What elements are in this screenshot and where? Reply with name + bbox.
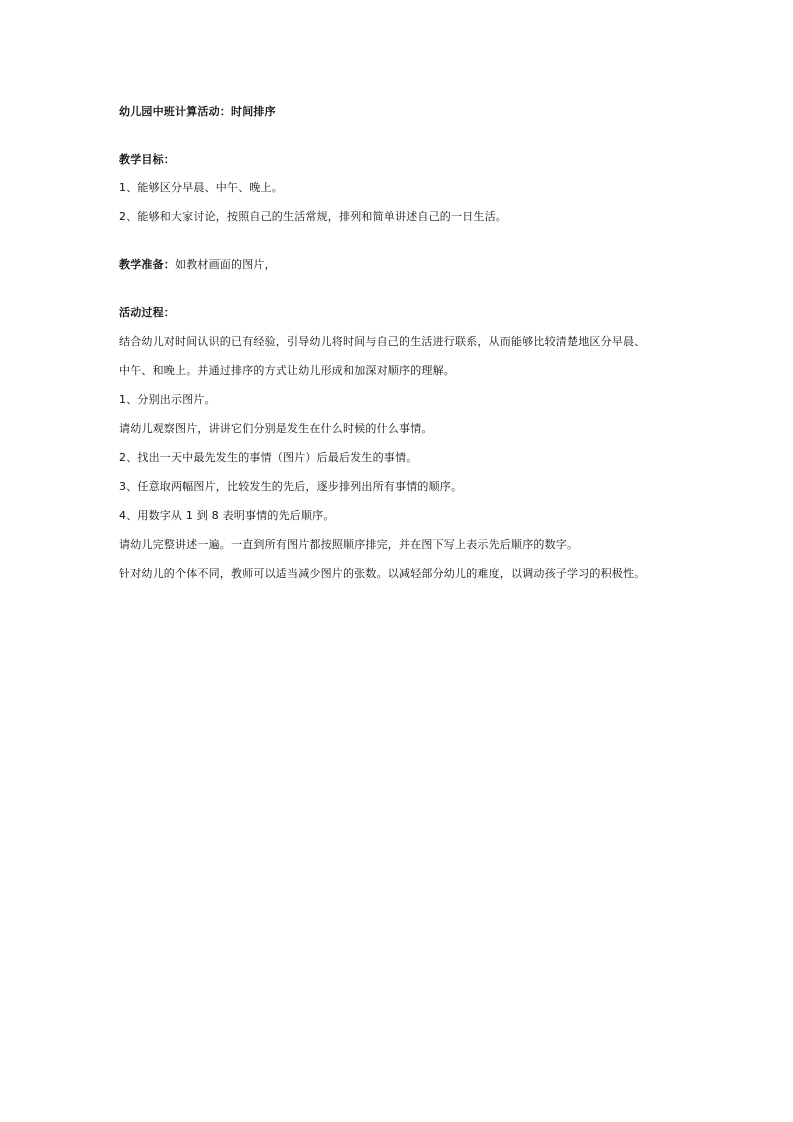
process-line-2: 中午、和晚上。并通过排序的方式让幼儿形成和加深对顺序的理解。 [119,364,455,377]
process-line-9: 针对幼儿的个体不同，教师可以适当减少图片的张数。以减轻部分幼儿的难度，以调动孩子学习的积极性。 [119,567,646,580]
process-step-2: 2、找出一天中最先发生的事情（图片）后最后发生的事情。 [119,451,418,464]
prep-text: 如教材画面的图片， [175,258,276,271]
process-step-3: 3、任意取两幅图片，比较发生的先后，逐步排列出所有事情的顺序。 [119,480,463,493]
process-heading: 活动过程： [119,306,175,319]
process-line-4: 请幼儿观察图片，讲讲它们分别是发生在什么时候的什么事情。 [119,422,433,435]
goals-heading: 教学目标： [119,153,175,166]
prep-paragraph [119,258,276,272]
process-line-8: 请幼儿完整讲述一遍。一直到所有图片都按照顺序排完，并在图下写上表示先后顺序的数字。 [119,538,579,551]
goal-item-1: 1、能够区分早晨、中午、晚上。 [119,181,283,194]
prep-heading: 教学准备： [119,258,175,271]
goal-item-2: 2、能够和大家讨论，按照自己的生活常规，排列和简单讲述自己的一日生活。 [119,210,507,223]
process-step-1: 1、分别出示图片。 [119,393,216,406]
process-step-4: 4、用数字从 1 到 8 表明事情的先后顺序。 [119,509,335,522]
process-line-1: 结合幼儿对时间认识的已有经验，引导幼儿将时间与自己的生活进行联系，从而能够比较清楚地区分早晨、 [119,335,646,348]
document-title: 幼儿园中班计算活动：时间排序 [119,105,276,118]
